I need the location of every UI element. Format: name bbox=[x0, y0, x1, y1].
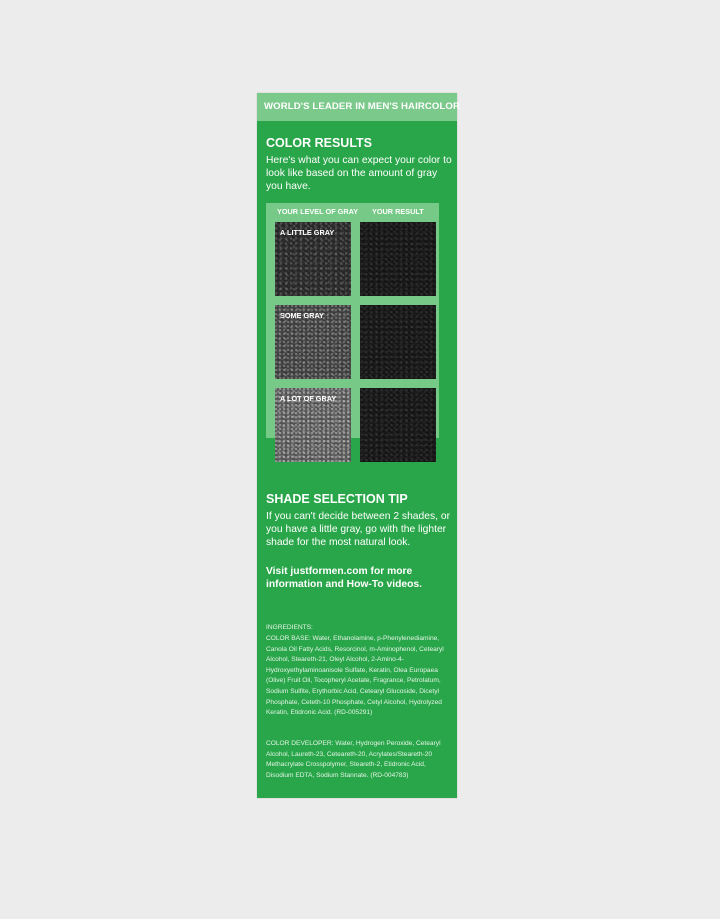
color-results-heading: COLOR RESULTS bbox=[266, 136, 373, 150]
shade-tip-text: If you can't decide between 2 shades, or you have a little gray, go with the lighter shade for the most natural look. bbox=[266, 511, 450, 548]
swatch-label: A LOT OF GRAY bbox=[280, 394, 337, 403]
swatch-label: A LITTLE GRAY bbox=[280, 228, 335, 237]
ingredients-color-developer: COLOR DEVELOPER: Water, Hydrogen Peroxide, Cetearyl Alcohol, Laureth-23, Ceteareth-20, Acrylates/Steareth-20 Methacrylate Crosspolymer, Steareth-2, Etidronic Acid, Disodium EDTA, Sodium Stannate. (RD-004783) bbox=[266, 740, 441, 779]
swatch-result-some-gray bbox=[360, 305, 436, 379]
ingredients-color-base: COLOR BASE: Water, Ethanolamine, p-Phenylenediamine, Canola Oil Fatty Acids, Resorcinol, m-Aminophenol, Cetearyl Alcohol, Steareth-21, Oleyl Alcohol, 2-Amino-4-Hydroxyethylaminoanisole Sulfate, Keratin, Olea Europaea (Olive) Fruit Oil, Tocopheryl Acetate, Fragrance, Petrolatum, Sodium Sulfite, Erythorbic Acid, Cetearyl Glucoside, Dicetyl Phosphate, Ceteth-10 Phosphate, Cetyl Alcohol, Hydrolyzed Keratin, Etidronic Acid. (RD-005291) bbox=[266, 635, 444, 717]
top-banner: WORLD'S LEADER IN MEN'S HAIRCOLOR bbox=[257, 93, 457, 121]
swatch-label: SOME GRAY bbox=[280, 311, 324, 320]
swatch-result-lot-of-gray bbox=[360, 388, 436, 462]
ingredients-title: INGREDIENTS: bbox=[266, 624, 313, 631]
product-box-side-panel bbox=[257, 93, 461, 798]
visit-website-text: Visit justformen.com for more information and How-To videos. bbox=[266, 566, 422, 590]
swatch-result-little-gray bbox=[360, 222, 436, 296]
swatch-little-gray bbox=[275, 222, 351, 296]
swatch-some-gray bbox=[275, 305, 351, 379]
column-header-your-result: YOUR RESULT bbox=[372, 207, 424, 216]
column-header-level-of-gray: YOUR LEVEL OF GRAY bbox=[277, 207, 359, 216]
color-results-table bbox=[266, 203, 439, 438]
color-results-text: Here's what you can expect your color to look like based on the amount of gray you have. bbox=[266, 155, 452, 192]
shade-tip-heading: SHADE SELECTION TIP bbox=[266, 492, 408, 506]
swatch-lot-of-gray bbox=[275, 388, 351, 462]
